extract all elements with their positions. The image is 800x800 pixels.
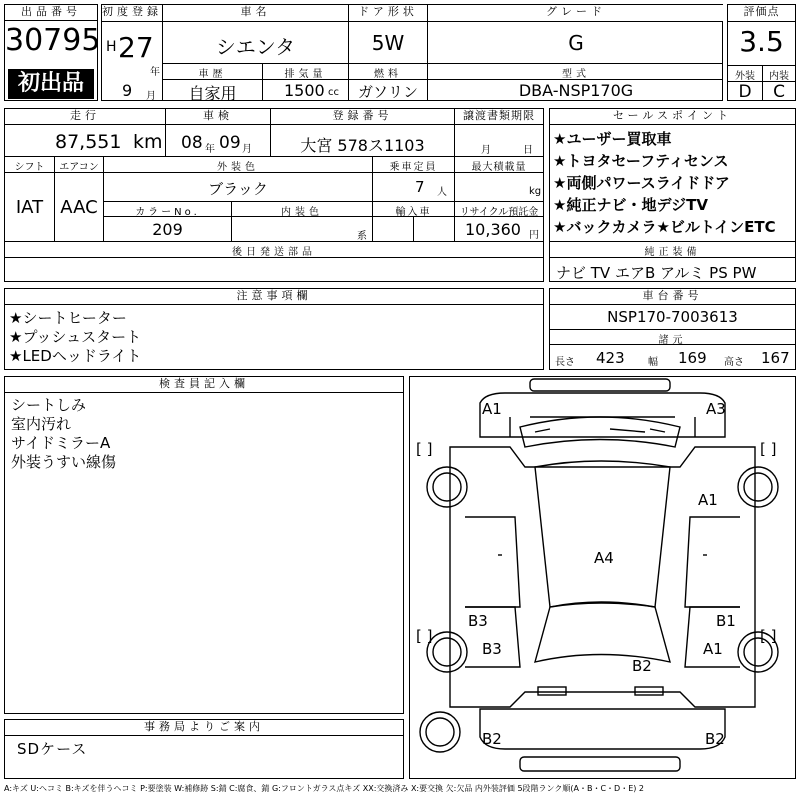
registration-era: H [106,39,117,55]
exterior-color-label: 外装色 [217,162,259,173]
docs-month-unit: 月 [481,145,491,156]
sales-point-item: ★両側パワースライドドア [553,174,730,192]
registration-year-unit: 年 [150,67,160,78]
office-value: SDケース [17,740,88,758]
sales-point-item: ★バックカメラ★ビルトインETC [553,218,776,236]
capacity-unit: 人 [437,187,447,198]
bracket-left: [ ] [416,627,433,645]
fuel-value: ガソリン [357,83,418,101]
inspection-month-unit: 月 [242,144,252,155]
office-box [4,719,404,779]
grade-label: グレード [428,5,724,21]
inspector-list [11,396,116,472]
height-label: 高さ [724,357,744,368]
inspector-item: サイドミラーA [11,434,111,452]
mileage-value: 87,551 [55,131,122,153]
inspector-item: シートしみ [11,396,87,414]
plate-value: 大宮 578ス1103 [300,136,425,155]
damage-mark: A3 [706,400,726,418]
sales-point-item: ★純正ナビ・地デジTV [553,196,708,214]
length-value: 423 [596,349,625,367]
damage-legend: A:キズ U:ヘコミ B:キズを伴うヘコミ P:要塗装 W:補修跡 S:錆 C:腐食、錆 G:フロントガラス点キズ XX:交換済み X:要交換 欠:欠品 内外装評価 5段階ランク順(A・B・C・D・E) 2 [4,784,645,793]
history-label: 車歴 [198,69,227,80]
exterior-grade-label: 外装 [735,71,755,82]
shift-value: IAT [15,197,44,218]
docs-label: 譲渡書類期限 [455,109,543,123]
inspection-year: 08 [181,133,203,153]
sales-points-box [549,108,796,282]
capacity-value: 7 [415,178,425,196]
sales-point-item: ★ユーザー買取車 [553,130,672,148]
lot-label: 出品番号 [5,5,97,21]
inspection-year-unit: 年 [205,144,215,155]
shift-label: シフト [14,162,45,173]
displacement-value: 1500 [284,81,325,100]
sales-point-item: ★トヨタセーフティセンス [553,152,729,170]
sales-points-label: セールスポイント [550,109,795,123]
exterior-color-value: ブラック [208,180,268,198]
displacement-unit: cc [328,87,339,98]
score-value: 3.5 [739,25,784,58]
damage-mark: B2 [705,730,725,748]
displacement-label: 排気量 [284,69,327,80]
capacity-label: 乗車定員 [389,162,438,173]
score-label: 評価点 [728,5,795,21]
bracket-right: [ ] [760,440,777,458]
note-item: ★プッシュスタート [9,328,142,346]
interior-color-label: 内装色 [281,207,323,218]
later-parts-label: 後日発送部品 [232,247,316,258]
registration-year: 27 [118,31,154,64]
color-no-value: 209 [152,220,183,239]
model-value: DBA-NSP170G [518,81,634,100]
damage-mark: A1 [698,491,718,509]
docs-day-unit: 日 [523,145,533,156]
damage-mark: A1 [703,640,723,658]
inspector-item: 室内汚れ [11,415,72,433]
exterior-grade: D [738,82,752,102]
length-label: 長さ [555,357,575,368]
height-value: 167 [761,349,790,367]
damage-mark: A4 [594,549,614,567]
width-value: 169 [678,349,707,367]
plate-label: 登録番号 [271,109,454,123]
mileage-label: 走行 [5,109,165,123]
notes-box [4,288,544,370]
damage-mark: A1 [482,400,502,418]
max-load-label: 最大積載量 [471,162,527,173]
recycle-label: リサイクル預託金 [459,207,539,218]
model-label: 型式 [562,69,590,80]
inspector-label: 検査員記入欄 [5,377,403,391]
chassis-label: 車台番号 [550,289,795,303]
inspection-label: 車検 [166,109,270,123]
recycle-unit: 円 [529,230,539,241]
registration-label: 初度登録 [102,5,162,21]
max-load-unit: kg [529,186,542,197]
inspector-item: 外装うすい線傷 [11,453,117,471]
equipment-value: ナビ TV エアB アルミ PS PW [556,264,757,282]
notes-label: 注意事項欄 [5,289,543,303]
vehicle-info-box [101,4,723,101]
chassis-value: NSP170-7003613 [607,308,738,326]
damage-mark: B2 [632,657,652,675]
inspector-box [4,376,404,714]
note-item: ★LEDヘッドライト [9,347,142,365]
grade-value: G [568,31,584,55]
ac-value: AAC [60,197,98,218]
damage-mark: B3 [468,612,488,630]
mileage-unit: km [133,131,163,153]
ac-label: エアコン [59,162,99,173]
color-no-label: カラーNo. [135,207,200,218]
interior-grade-label: 内装 [769,71,789,82]
width-label: 幅 [648,357,658,368]
lot-box [4,4,101,101]
recycle-value: 10,360 [465,220,521,239]
lot-number: 30795 [5,23,101,58]
dimensions-label: 諸元 [658,335,687,346]
first-listing-badge: 初出品 [8,69,94,99]
damage-mark: B2 [482,730,502,748]
import-label: 輸入車 [395,207,432,218]
car-name: シエンタ [215,35,296,59]
damage-mark: B1 [716,612,736,630]
bracket-left: [ ] [416,440,433,458]
interior-color-unit: 系 [357,231,367,242]
car-outline [410,377,795,778]
note-item: ★シートヒーター [9,309,127,327]
door-type: 5W [371,31,405,55]
registration-month-unit: 月 [146,91,156,102]
history-value: 自家用 [188,84,237,103]
fuel-label: 燃料 [374,69,402,80]
score-box [727,4,796,101]
interior-grade: C [773,82,785,102]
sales-points-list [553,128,795,238]
door-label: ドア形状 [349,5,427,21]
equipment-label: 純正装備 [644,247,701,258]
car-name-label: 車名 [163,5,348,21]
spec-box [4,108,544,282]
office-label: 事務局よりご案内 [5,720,403,734]
notes-list [9,309,141,366]
chassis-box [549,288,796,370]
car-diagram [409,376,796,779]
registration-month: 9 [122,81,133,100]
bracket-right: [ ] [760,627,777,645]
damage-mark: B3 [482,640,502,658]
inspection-month: 09 [219,133,241,153]
